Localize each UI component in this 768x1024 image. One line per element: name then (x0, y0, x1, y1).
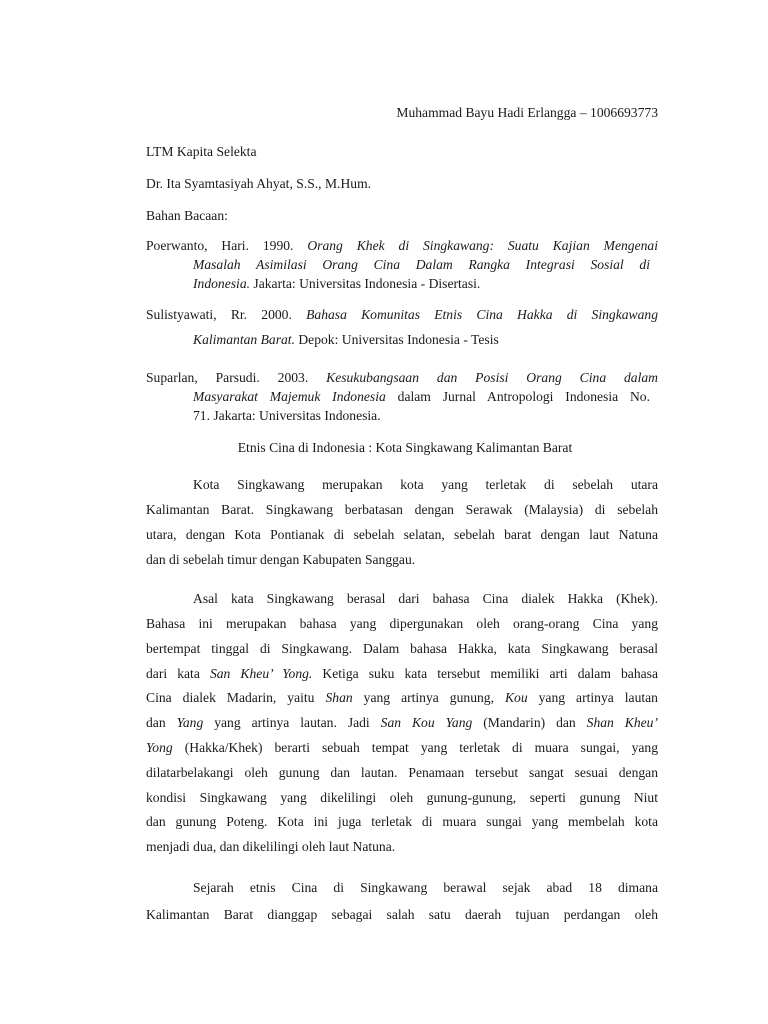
paragraph-line: menjadi dua, dan dikelilingi oleh laut Natuna. (146, 839, 396, 854)
reading-label: Bahan Bacaan: (146, 208, 228, 223)
paragraph-line: dilatarbelakangi oleh gunung dan lautan. Penamaan tersebut sangat sesuai dengan (146, 765, 658, 780)
reference-line: Masyarakat Majemuk Indonesia dalam Jurnal Antropologi Indonesia No. (193, 389, 650, 404)
course-name: LTM Kapita Selekta (146, 144, 257, 159)
paragraph-line: dan Yang yang artinya lautan. Jadi San Kou Yang (Mandarin) dan Shan Kheu’ (146, 715, 659, 730)
reference-line: Sulistyawati, Rr. 2000. Bahasa Komunitas Etnis Cina Hakka di Singkawang (146, 307, 658, 322)
paragraph-line: Sejarah etnis Cina di Singkawang berawal sejak abad 18 dimana (193, 880, 658, 895)
reference-line: 71. Jakarta: Universitas Indonesia. (193, 408, 381, 423)
reference-line: Poerwanto, Hari. 1990. Orang Khek di Singkawang: Suatu Kajian Mengenai (146, 238, 658, 253)
paragraph-line: Kalimantan Barat. Singkawang berbatasan dengan Serawak (Malaysia) di sebelah (146, 502, 658, 517)
paragraph-line: kondisi Singkawang yang dikelilingi oleh gunung-gunung, seperti gunung Niut (146, 790, 658, 805)
lecturer-name: Dr. Ita Syamtasiyah Ahyat, S.S., M.Hum. (146, 176, 372, 191)
reference-line: Masalah Asimilasi Orang Cina Dalam Rangka Integrasi Sosial di (193, 257, 650, 272)
paragraph-line: utara, dengan Kota Pontianak di sebelah selatan, sebelah barat dengan laut Natuna (146, 527, 658, 542)
article-title: Etnis Cina di Indonesia : Kota Singkawang Kalimantan Barat (237, 440, 573, 455)
reference-line: Suparlan, Parsudi. 2003. Kesukubangsaan dan Posisi Orang Cina dalam (146, 370, 658, 385)
paragraph-line: Kota Singkawang merupakan kota yang terletak di sebelah utara (193, 477, 658, 492)
paragraph-line: Asal kata Singkawang berasal dari bahasa Cina dialek Hakka (Khek). (193, 591, 658, 606)
author-line: Muhammad Bayu Hadi Erlangga – 1006693773 (396, 105, 658, 120)
paragraph-line: Kalimantan Barat dianggap sebagai salah satu daerah tujuan perdangan oleh (146, 907, 658, 922)
paragraph-line: Bahasa ini merupakan bahasa yang dipergunakan oleh orang-orang Cina yang (146, 616, 658, 631)
reference-line: Indonesia. Jakarta: Universitas Indonesia - Disertasi. (193, 276, 481, 291)
paragraph-line: dan gunung Poteng. Kota ini juga terletak di muara sungai yang membelah kota (146, 814, 658, 829)
paragraph-line: dan di sebelah timur dengan Kabupaten Sanggau. (146, 552, 416, 567)
paragraph-line: dari kata San Kheu’ Yong. Ketiga suku kata tersebut memiliki arti dalam bahasa (146, 666, 658, 681)
paragraph-line: bertempat tinggal di Singkawang. Dalam bahasa Hakka, kata Singkawang berasal (146, 641, 658, 656)
paragraph-line: Cina dialek Madarin, yaitu Shan yang artinya gunung, Kou yang artinya lautan (146, 690, 658, 705)
reference-line: Kalimantan Barat. Depok: Universitas Indonesia - Tesis (193, 332, 499, 347)
paragraph-line: Yong (Hakka/Khek) berarti sebuah tempat yang terletak di muara sungai, yang (146, 740, 658, 755)
